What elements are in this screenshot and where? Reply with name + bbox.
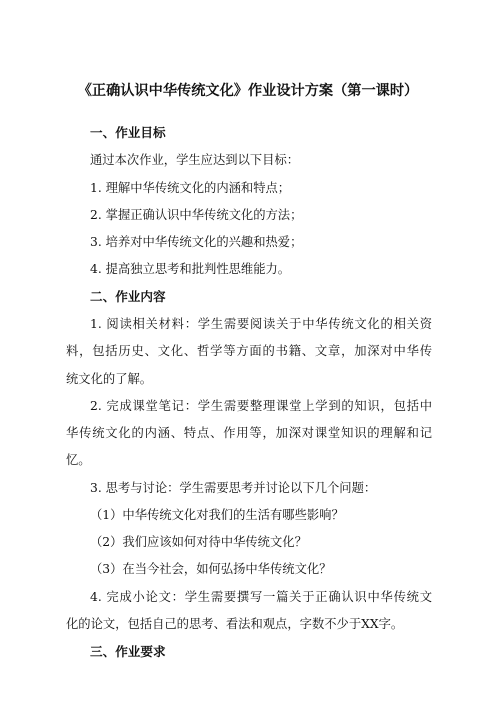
section-heading-goals: 一、作业目标 xyxy=(90,125,166,140)
paragraph-line: 2. 完成课堂笔记：学生需要整理课堂上学到的知识，包括中 xyxy=(90,399,432,413)
goal-item: 2. 掌握正确认识中华传统文化的方法； xyxy=(90,208,303,222)
section-heading-content: 二、作业内容 xyxy=(90,289,166,304)
paragraph-line: 统文化的了解。 xyxy=(66,372,153,386)
document-title: 《正确认识中华传统文化》作业设计方案（第一课时） xyxy=(77,83,419,99)
goal-item: 4. 提高独立思考和批判性思维能力。 xyxy=(90,262,291,276)
paragraph-line: 1. 阅读相关材料：学生需要阅读关于中华传统文化的相关资 xyxy=(90,317,432,331)
paragraph-line: 3. 思考与讨论：学生需要思考并讨论以下几个问题： xyxy=(90,481,377,495)
question-item: （3）在当今社会，如何弘扬中华传统文化？ xyxy=(90,562,332,576)
question-item: （1）中华传统文化对我们的生活有哪些影响？ xyxy=(90,508,344,522)
paragraph-line: 料，包括历史、文化、哲学等方面的书籍、文章，加深对中华传 xyxy=(66,344,432,358)
paragraph-line: 化的论文，包括自己的思考、看法和观点，字数不少于XX字。 xyxy=(66,617,404,631)
goals-intro: 通过本次作业，学生应达到以下目标： xyxy=(90,153,300,167)
goal-item: 1. 理解中华传统文化的内涵和特点； xyxy=(90,181,291,195)
section-heading-requirements: 三、作业要求 xyxy=(90,644,166,659)
goal-item: 3. 培养对中华传统文化的兴趣和热爱； xyxy=(90,235,303,249)
paragraph-line: 华传统文化的内涵、特点、作用等，加深对课堂知识的理解和记 xyxy=(66,426,432,440)
question-item: （2）我们应该如何对待中华传统文化？ xyxy=(90,535,307,549)
paragraph-line: 忆。 xyxy=(66,453,91,467)
paragraph-line: 4. 完成小论文：学生需要撰写一篇关于正确认识中华传统文 xyxy=(90,590,432,604)
